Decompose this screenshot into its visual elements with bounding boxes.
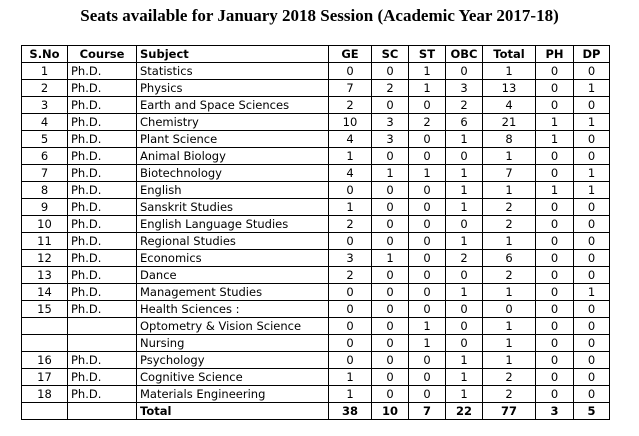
cell-ge: 7 [329,80,372,97]
cell-st: 0 [409,182,446,199]
cell-dp: 0 [574,335,610,352]
cell-total: 2 [483,369,536,386]
cell-ph: 0 [536,352,574,369]
cell-obc: 0 [446,267,483,284]
cell-sno: 3 [22,97,68,114]
cell-dp: 0 [574,233,610,250]
cell-ph: 0 [536,148,574,165]
cell-subject: Earth and Space Sciences [137,97,329,114]
table-row [22,148,610,165]
cell-subject: Biotechnology [137,165,329,182]
cell-sno: 17 [22,369,68,386]
cell-ph: 0 [536,284,574,301]
cell-ph: 0 [536,335,574,352]
cell-ph: 0 [536,301,574,318]
cell-subject: Statistics [137,63,329,80]
cell-subject: Nursing [137,335,329,352]
header-obc: OBC [446,46,483,63]
cell-course: Ph.D. [68,148,137,165]
cell-obc: 2 [446,250,483,267]
cell-dp: 0 [574,386,610,403]
table-row [22,182,610,199]
cell-ph: 0 [536,369,574,386]
cell-sc: 0 [372,97,409,114]
cell-subject: Optometry & Vision Science [137,318,329,335]
cell-subject: Management Studies [137,284,329,301]
cell-total: 4 [483,97,536,114]
cell-sno: 8 [22,182,68,199]
seats-table [21,45,610,420]
cell-st: 0 [409,216,446,233]
cell-course: Ph.D. [68,352,137,369]
cell-sno: 5 [22,131,68,148]
cell-ge: 1 [329,148,372,165]
cell-total: 1 [483,335,536,352]
table-row [22,114,610,131]
table-row [22,233,610,250]
cell-total: 1 [483,63,536,80]
cell-st: 0 [409,199,446,216]
cell-obc: 0 [446,216,483,233]
cell-sc: 0 [372,284,409,301]
header-dp: DP [574,46,610,63]
cell-dp: 0 [574,301,610,318]
cell-st: 0 [409,250,446,267]
cell-sc: 0 [372,216,409,233]
header-subject: Subject [137,46,329,63]
cell-sc: 0 [372,335,409,352]
cell-subject: Materials Engineering [137,386,329,403]
page-title: Seats available for January 2018 Session (Academic Year 2017-18) [80,6,559,25]
cell-sno: 11 [22,233,68,250]
cell-ge: 1 [329,369,372,386]
cell-total: 1 [483,352,536,369]
cell-course [68,318,137,335]
cell-subject: Cognitive Science [137,369,329,386]
cell-ph: 0 [536,386,574,403]
cell-st: 0 [409,284,446,301]
cell-dp: 0 [574,352,610,369]
cell-total: 8 [483,131,536,148]
cell-st: 0 [409,97,446,114]
cell-sno: 4 [22,114,68,131]
cell-sc: 2 [372,80,409,97]
cell-subject: Animal Biology [137,148,329,165]
cell-sc: 0 [372,63,409,80]
cell-course: Ph.D. [68,233,137,250]
cell-sc: 1 [372,250,409,267]
cell-course: Ph.D. [68,267,137,284]
table-row [22,97,610,114]
cell-sc: 3 [372,114,409,131]
cell-course: Ph.D. [68,250,137,267]
cell-dp: 0 [574,369,610,386]
cell-dp: 0 [574,63,610,80]
cell-ge: 0 [329,301,372,318]
cell-ge: 3 [329,250,372,267]
cell-ph: 0 [536,267,574,284]
cell-sno: 13 [22,267,68,284]
cell-total: 7 [483,165,536,182]
cell-dp: 1 [574,114,610,131]
cell-total: 1 [483,284,536,301]
cell-course: Ph.D. [68,182,137,199]
cell-sc: 0 [372,267,409,284]
cell-obc: 0 [446,318,483,335]
table-row [22,80,610,97]
cell-total: 1 [483,148,536,165]
cell-obc: 0 [446,148,483,165]
table-row [22,352,610,369]
table-row [22,131,610,148]
cell-st: 2 [409,114,446,131]
cell-st: 1 [409,165,446,182]
cell-ge: 2 [329,97,372,114]
cell-st: 0 [409,233,446,250]
cell-st: 0 [409,386,446,403]
table-row [22,216,610,233]
cell-st: 0 [409,352,446,369]
cell-obc: 2 [446,97,483,114]
cell-course: Ph.D. [68,63,137,80]
header-ge: GE [329,46,372,63]
total-row [22,403,610,420]
cell-subject: Sanskrit Studies [137,199,329,216]
total-label: Total [137,403,329,420]
cell-obc: 1 [446,233,483,250]
total-st: 7 [409,403,446,420]
cell-dp: 0 [574,250,610,267]
cell-course: Ph.D. [68,216,137,233]
cell-course [68,335,137,352]
total-sno [22,403,68,420]
cell-sno: 16 [22,352,68,369]
cell-sno: 18 [22,386,68,403]
cell-ge: 10 [329,114,372,131]
cell-sno: 7 [22,165,68,182]
cell-subject: Dance [137,267,329,284]
cell-ph: 1 [536,182,574,199]
cell-ph: 1 [536,131,574,148]
cell-obc: 6 [446,114,483,131]
cell-ph: 0 [536,80,574,97]
cell-st: 0 [409,267,446,284]
cell-obc: 0 [446,301,483,318]
cell-sc: 0 [372,301,409,318]
cell-subject: Chemistry [137,114,329,131]
cell-ph: 0 [536,199,574,216]
cell-total: 2 [483,216,536,233]
cell-total: 2 [483,199,536,216]
cell-sno: 2 [22,80,68,97]
cell-subject: Economics [137,250,329,267]
cell-subject: Plant Science [137,131,329,148]
cell-total: 6 [483,250,536,267]
cell-ph: 0 [536,216,574,233]
cell-ph: 1 [536,114,574,131]
total-ph: 3 [536,403,574,420]
cell-st: 0 [409,131,446,148]
cell-total: 1 [483,318,536,335]
cell-sc: 0 [372,318,409,335]
cell-course: Ph.D. [68,97,137,114]
cell-total: 2 [483,386,536,403]
cell-sno: 14 [22,284,68,301]
cell-ph: 0 [536,233,574,250]
cell-dp: 1 [574,80,610,97]
cell-sno: 1 [22,63,68,80]
cell-st: 1 [409,335,446,352]
cell-total: 0 [483,301,536,318]
cell-total: 2 [483,267,536,284]
table-row [22,335,610,352]
cell-obc: 1 [446,369,483,386]
cell-ge: 0 [329,284,372,301]
cell-subject: English [137,182,329,199]
cell-total: 13 [483,80,536,97]
cell-subject: English Language Studies [137,216,329,233]
cell-sc: 0 [372,386,409,403]
total-total: 77 [483,403,536,420]
cell-course: Ph.D. [68,114,137,131]
table-row [22,284,610,301]
total-ge: 38 [329,403,372,420]
cell-subject: Psychology [137,352,329,369]
cell-course: Ph.D. [68,386,137,403]
cell-sno [22,318,68,335]
cell-ge: 4 [329,165,372,182]
cell-subject: Regional Studies [137,233,329,250]
header-ph: PH [536,46,574,63]
cell-dp: 0 [574,267,610,284]
table-row [22,369,610,386]
cell-dp: 0 [574,216,610,233]
cell-ph: 0 [536,165,574,182]
cell-ge: 4 [329,131,372,148]
cell-sc: 0 [372,199,409,216]
total-course [68,403,137,420]
cell-dp: 0 [574,148,610,165]
cell-sc: 0 [372,148,409,165]
cell-dp: 0 [574,318,610,335]
header-course: Course [68,46,137,63]
cell-ge: 2 [329,267,372,284]
cell-ge: 0 [329,63,372,80]
cell-ge: 0 [329,352,372,369]
cell-dp: 0 [574,131,610,148]
cell-st: 1 [409,80,446,97]
header-row [22,46,610,63]
cell-ge: 0 [329,335,372,352]
cell-sc: 0 [372,352,409,369]
cell-total: 21 [483,114,536,131]
header-sc: SC [372,46,409,63]
table-row [22,318,610,335]
cell-obc: 1 [446,284,483,301]
cell-course: Ph.D. [68,301,137,318]
cell-sno: 9 [22,199,68,216]
cell-sno: 6 [22,148,68,165]
cell-ge: 0 [329,182,372,199]
cell-total: 1 [483,182,536,199]
cell-ph: 0 [536,63,574,80]
cell-sc: 3 [372,131,409,148]
cell-sno: 15 [22,301,68,318]
cell-subject: Physics [137,80,329,97]
header-sno: S.No [22,46,68,63]
cell-st: 1 [409,318,446,335]
cell-sc: 0 [372,369,409,386]
cell-course: Ph.D. [68,199,137,216]
cell-obc: 0 [446,63,483,80]
cell-obc: 3 [446,80,483,97]
cell-dp: 1 [574,182,610,199]
total-obc: 22 [446,403,483,420]
cell-obc: 1 [446,352,483,369]
cell-st: 0 [409,301,446,318]
cell-obc: 1 [446,165,483,182]
cell-st: 0 [409,369,446,386]
table-row [22,165,610,182]
cell-ge: 0 [329,318,372,335]
table-row [22,301,610,318]
cell-ge: 2 [329,216,372,233]
cell-sno: 10 [22,216,68,233]
table-row [22,386,610,403]
cell-total: 1 [483,233,536,250]
cell-obc: 1 [446,199,483,216]
cell-sno: 12 [22,250,68,267]
cell-sc: 0 [372,182,409,199]
cell-course: Ph.D. [68,284,137,301]
total-dp: 5 [574,403,610,420]
cell-obc: 0 [446,335,483,352]
cell-ph: 0 [536,318,574,335]
cell-course: Ph.D. [68,369,137,386]
cell-course: Ph.D. [68,165,137,182]
cell-course: Ph.D. [68,131,137,148]
table-row [22,267,610,284]
cell-sc: 1 [372,165,409,182]
cell-course: Ph.D. [68,80,137,97]
cell-subject: Health Sciences : [137,301,329,318]
cell-sc: 0 [372,233,409,250]
cell-st: 1 [409,63,446,80]
total-sc: 10 [372,403,409,420]
cell-st: 0 [409,148,446,165]
table-row [22,250,610,267]
table-row [22,199,610,216]
table-body [22,63,610,403]
table-row [22,63,610,80]
cell-dp: 1 [574,284,610,301]
cell-dp: 0 [574,97,610,114]
cell-ph: 0 [536,250,574,267]
cell-ph: 0 [536,97,574,114]
cell-ge: 1 [329,386,372,403]
cell-ge: 0 [329,233,372,250]
cell-dp: 1 [574,165,610,182]
cell-dp: 0 [574,199,610,216]
cell-obc: 1 [446,386,483,403]
cell-obc: 1 [446,182,483,199]
header-total: Total [483,46,536,63]
cell-sno [22,335,68,352]
cell-ge: 1 [329,199,372,216]
cell-obc: 1 [446,131,483,148]
header-st: ST [409,46,446,63]
